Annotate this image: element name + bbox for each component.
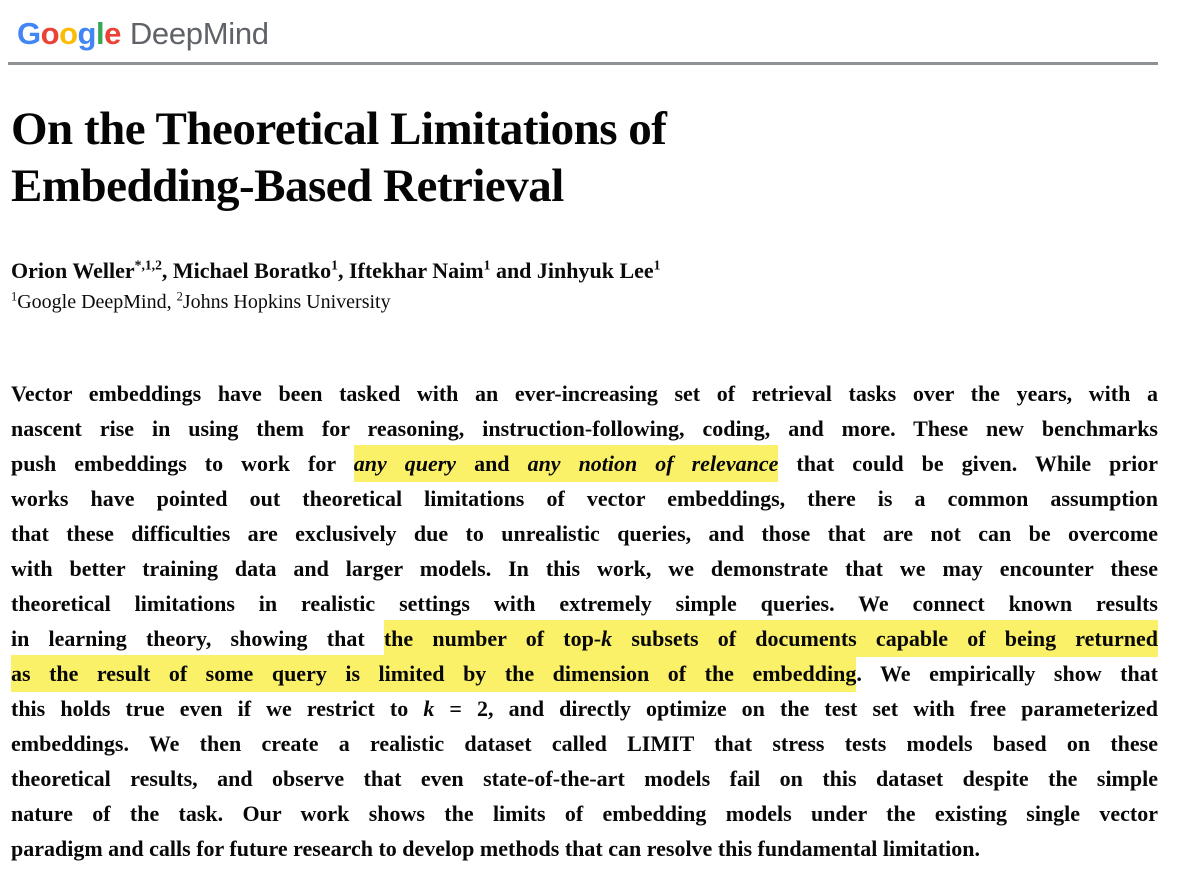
title-line-2: Embedding-Based Retrieval [11,160,564,212]
google-letter: o [59,16,78,51]
text-segment: Johns Hopkins University [182,291,391,313]
abstract-line [11,586,1158,621]
text-segment: , Iftekhar Naim [337,258,484,283]
superscript: *,1,2 [134,257,162,273]
google-letter: e [104,16,121,51]
text-segment: push embeddings to work for [11,451,354,476]
text-segment: in learning theory, showing that [11,626,384,651]
superscript: 1 [11,289,18,304]
google-letter: G [17,16,41,51]
text-segment: Vector embeddings have been tasked with an ever-increasing set of retrieval tasks over the years, with a [11,381,1158,406]
highlighted-text: and [456,445,528,482]
superscript: 1 [483,257,491,273]
text-segment: embeddings. We then create a realistic dataset called LIMIT that stress tests models based on these [11,731,1158,756]
superscript: 1 [331,257,338,273]
abstract-line [11,516,1158,551]
text-segment: = 2, and directly optimize on the test set with free parameterized [434,696,1158,721]
abstract-line [11,481,1158,516]
abstract-line [11,411,1158,446]
abstract-line [11,621,1158,656]
text-segment: this holds true even if we restrict to [11,696,424,721]
abstract-line [11,831,1158,866]
abstract [11,376,1158,866]
paper-title [11,101,1158,215]
header-divider [8,62,1158,65]
abstract-line [11,726,1158,761]
highlighted-text: any query [354,445,456,482]
highlighted-text: any notion of relevance [528,445,779,482]
superscript: 1 [653,257,661,273]
abstract-line [11,796,1158,831]
logo [11,16,1158,52]
text-segment: that these difficulties are exclusively due to unrealistic queries, and those that are not can be overcome [11,521,1158,546]
text-segment: theoretical limitations in realistic settings with extremely simple queries. We connect known results [11,591,1158,616]
affiliations-line [11,288,1158,316]
abstract-line [11,691,1158,726]
google-logo [17,16,121,52]
google-letter: g [77,16,96,51]
abstract-line [11,656,1158,691]
abstract-line [11,376,1158,411]
abstract-line [11,446,1158,481]
deepmind-logo-text: DeepMind [129,16,269,51]
text-segment: theoretical results, and observe that even state-of-the-art models fail on this dataset despite the simple [11,766,1158,791]
abstract-line [11,761,1158,796]
text-segment: Orion Weller [11,258,135,283]
highlighted-text: k [601,620,612,657]
superscript: 2 [176,289,183,304]
highlighted-text: as the result of some query is limited by the dimension of the embedding [11,655,856,692]
text-segment: nature of the task. Our work shows the limits of embedding models under the existing single vector [11,801,1158,826]
authors-line [11,256,1158,286]
text-segment: with better training data and larger models. In this work, we demonstrate that we may encounter these [11,556,1158,581]
highlighted-text: the number of top- [384,620,601,657]
highlighted-text: subsets of documents capable of being returned [612,620,1158,657]
text-segment: . We empirically show that [856,661,1159,686]
text-segment: , Michael Boratko [161,258,332,283]
abstract-line [11,551,1158,586]
text-segment: k [423,696,435,721]
text-segment: that could be given. While prior [778,451,1158,476]
text-segment: works have pointed out theoretical limitations of vector embeddings, there is a common assumption [11,486,1158,511]
text-segment: nascent rise in using them for reasoning, instruction-following, coding, and more. These new benchmarks [11,416,1158,441]
title-line-1: On the Theoretical Limitations of [11,103,667,155]
text-segment: and Jinhyuk Lee [490,258,654,283]
google-letter: o [40,16,60,51]
google-letter: l [95,16,105,51]
text-segment: Google DeepMind, [17,291,177,313]
text-segment: paradigm and calls for future research to develop methods that can resolve this fundamental limitation. [11,836,981,861]
